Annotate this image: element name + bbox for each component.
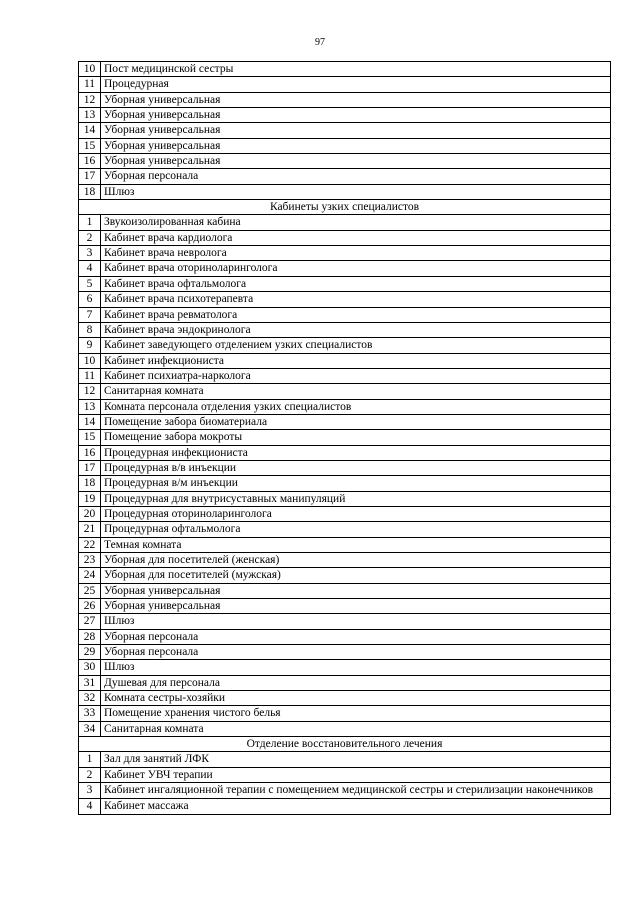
room-name: Уборная персонала bbox=[101, 645, 611, 660]
room-name: Кабинет массажа bbox=[101, 799, 611, 814]
table-row bbox=[79, 77, 611, 92]
table-row bbox=[79, 399, 611, 414]
room-name: Уборная универсальная bbox=[101, 599, 611, 614]
row-number: 28 bbox=[79, 629, 101, 644]
row-number: 24 bbox=[79, 568, 101, 583]
row-number: 13 bbox=[79, 399, 101, 414]
table-row bbox=[79, 215, 611, 230]
table-row bbox=[79, 537, 611, 552]
table-row bbox=[79, 414, 611, 429]
row-number: 30 bbox=[79, 660, 101, 675]
table-row bbox=[79, 645, 611, 660]
row-number: 34 bbox=[79, 721, 101, 736]
room-name: Кабинет врача офтальмолога bbox=[101, 276, 611, 291]
row-number: 15 bbox=[79, 430, 101, 445]
table-row bbox=[79, 599, 611, 614]
table-row bbox=[79, 767, 611, 782]
table-row bbox=[79, 230, 611, 245]
page-number: 97 bbox=[315, 37, 325, 48]
row-number: 23 bbox=[79, 553, 101, 568]
row-number: 1 bbox=[79, 752, 101, 767]
room-name: Уборная универсальная bbox=[101, 92, 611, 107]
row-number: 15 bbox=[79, 138, 101, 153]
table-row bbox=[79, 445, 611, 460]
row-number: 32 bbox=[79, 691, 101, 706]
section-title: Кабинеты узких специалистов bbox=[79, 200, 611, 215]
table-row bbox=[79, 660, 611, 675]
row-number: 18 bbox=[79, 184, 101, 199]
table-row bbox=[79, 553, 611, 568]
table-row bbox=[79, 184, 611, 199]
row-number: 12 bbox=[79, 384, 101, 399]
room-name: Кабинет врача кардиолога bbox=[101, 230, 611, 245]
row-number: 10 bbox=[79, 353, 101, 368]
room-name: Кабинет врача невролога bbox=[101, 246, 611, 261]
row-number: 11 bbox=[79, 77, 101, 92]
room-name: Уборная персонала bbox=[101, 169, 611, 184]
row-number: 14 bbox=[79, 123, 101, 138]
table-row bbox=[79, 169, 611, 184]
row-number: 21 bbox=[79, 522, 101, 537]
row-number: 12 bbox=[79, 92, 101, 107]
room-name: Шлюз bbox=[101, 660, 611, 675]
row-number: 13 bbox=[79, 108, 101, 123]
row-number: 16 bbox=[79, 154, 101, 169]
row-number: 8 bbox=[79, 322, 101, 337]
row-number: 7 bbox=[79, 307, 101, 322]
room-name: Процедурная для внутрисуставных манипуляций bbox=[101, 491, 611, 506]
row-number: 6 bbox=[79, 292, 101, 307]
row-number: 33 bbox=[79, 706, 101, 721]
room-name: Процедурная офтальмолога bbox=[101, 522, 611, 537]
row-number: 3 bbox=[79, 783, 101, 799]
room-name: Процедурная bbox=[101, 77, 611, 92]
room-name: Шлюз bbox=[101, 184, 611, 199]
table-row bbox=[79, 706, 611, 721]
room-name: Кабинет врача эндокринолога bbox=[101, 322, 611, 337]
row-number: 19 bbox=[79, 491, 101, 506]
row-number: 29 bbox=[79, 645, 101, 660]
room-name: Кабинет УВЧ терапии bbox=[101, 767, 611, 782]
table-row bbox=[79, 614, 611, 629]
rooms-table-body bbox=[79, 62, 611, 815]
table-row bbox=[79, 629, 611, 644]
section-header-row bbox=[79, 737, 611, 752]
room-name: Темная комната bbox=[101, 537, 611, 552]
row-number: 14 bbox=[79, 414, 101, 429]
section-title: Отделение восстановительного лечения bbox=[79, 737, 611, 752]
room-name: Уборная персонала bbox=[101, 629, 611, 644]
room-name: Процедурная в/в инъекции bbox=[101, 460, 611, 475]
row-number: 25 bbox=[79, 583, 101, 598]
room-name: Шлюз bbox=[101, 614, 611, 629]
room-name: Уборная универсальная bbox=[101, 154, 611, 169]
table-row bbox=[79, 752, 611, 767]
room-name: Кабинет ингаляционной терапии с помещением медицинской сестры и стерилизации наконечников bbox=[101, 783, 611, 799]
table-row bbox=[79, 691, 611, 706]
room-name: Душевая для персонала bbox=[101, 675, 611, 690]
row-number: 17 bbox=[79, 460, 101, 475]
room-name: Комната сестры-хозяйки bbox=[101, 691, 611, 706]
room-name: Уборная универсальная bbox=[101, 583, 611, 598]
row-number: 31 bbox=[79, 675, 101, 690]
table-row bbox=[79, 568, 611, 583]
table-row bbox=[79, 583, 611, 598]
table-row bbox=[79, 430, 611, 445]
room-name: Уборная универсальная bbox=[101, 123, 611, 138]
table-row bbox=[79, 123, 611, 138]
room-name: Кабинет психиатра-нарколога bbox=[101, 368, 611, 383]
section-header-row bbox=[79, 200, 611, 215]
table-row bbox=[79, 108, 611, 123]
room-name: Уборная для посетителей (мужская) bbox=[101, 568, 611, 583]
row-number: 20 bbox=[79, 506, 101, 521]
room-name: Процедурная инфекциониста bbox=[101, 445, 611, 460]
row-number: 11 bbox=[79, 368, 101, 383]
row-number: 10 bbox=[79, 62, 101, 77]
table-row bbox=[79, 522, 611, 537]
room-name: Уборная универсальная bbox=[101, 138, 611, 153]
table-row bbox=[79, 261, 611, 276]
row-number: 5 bbox=[79, 276, 101, 291]
table-row bbox=[79, 338, 611, 353]
room-name: Звукоизолированная кабина bbox=[101, 215, 611, 230]
table-row bbox=[79, 138, 611, 153]
row-number: 26 bbox=[79, 599, 101, 614]
room-name: Помещение забора мокроты bbox=[101, 430, 611, 445]
room-name: Уборная для посетителей (женская) bbox=[101, 553, 611, 568]
room-name: Помещение хранения чистого белья bbox=[101, 706, 611, 721]
room-name: Санитарная комната bbox=[101, 721, 611, 736]
table-row bbox=[79, 476, 611, 491]
table-row bbox=[79, 292, 611, 307]
room-name: Кабинет врача оториноларинголога bbox=[101, 261, 611, 276]
room-name: Кабинет заведующего отделением узких специалистов bbox=[101, 338, 611, 353]
table-row bbox=[79, 307, 611, 322]
rooms-table bbox=[78, 61, 611, 815]
row-number: 16 bbox=[79, 445, 101, 460]
table-row bbox=[79, 154, 611, 169]
room-name: Кабинет врача ревматолога bbox=[101, 307, 611, 322]
row-number: 4 bbox=[79, 261, 101, 276]
row-number: 9 bbox=[79, 338, 101, 353]
table-row bbox=[79, 675, 611, 690]
table-row bbox=[79, 384, 611, 399]
room-name: Помещение забора биоматериала bbox=[101, 414, 611, 429]
room-name: Санитарная комната bbox=[101, 384, 611, 399]
row-number: 17 bbox=[79, 169, 101, 184]
table-row bbox=[79, 92, 611, 107]
row-number: 22 bbox=[79, 537, 101, 552]
row-number: 3 bbox=[79, 246, 101, 261]
table-row bbox=[79, 246, 611, 261]
room-name: Процедурная оториноларинголога bbox=[101, 506, 611, 521]
table-row bbox=[79, 799, 611, 814]
table-row bbox=[79, 491, 611, 506]
room-name: Процедурная в/м инъекции bbox=[101, 476, 611, 491]
table-row bbox=[79, 368, 611, 383]
row-number: 2 bbox=[79, 230, 101, 245]
room-name: Кабинет врача психотерапевта bbox=[101, 292, 611, 307]
row-number: 4 bbox=[79, 799, 101, 814]
room-name: Уборная универсальная bbox=[101, 108, 611, 123]
table-row bbox=[79, 721, 611, 736]
table-row bbox=[79, 460, 611, 475]
table-row bbox=[79, 353, 611, 368]
table-row bbox=[79, 506, 611, 521]
room-name: Комната персонала отделения узких специалистов bbox=[101, 399, 611, 414]
row-number: 2 bbox=[79, 767, 101, 782]
room-name: Зал для занятий ЛФК bbox=[101, 752, 611, 767]
room-name: Пост медицинской сестры bbox=[101, 62, 611, 77]
table-row bbox=[79, 62, 611, 77]
row-number: 27 bbox=[79, 614, 101, 629]
row-number: 1 bbox=[79, 215, 101, 230]
table-row bbox=[79, 276, 611, 291]
row-number: 18 bbox=[79, 476, 101, 491]
table-row bbox=[79, 322, 611, 337]
room-name: Кабинет инфекциониста bbox=[101, 353, 611, 368]
table-row bbox=[79, 783, 611, 799]
